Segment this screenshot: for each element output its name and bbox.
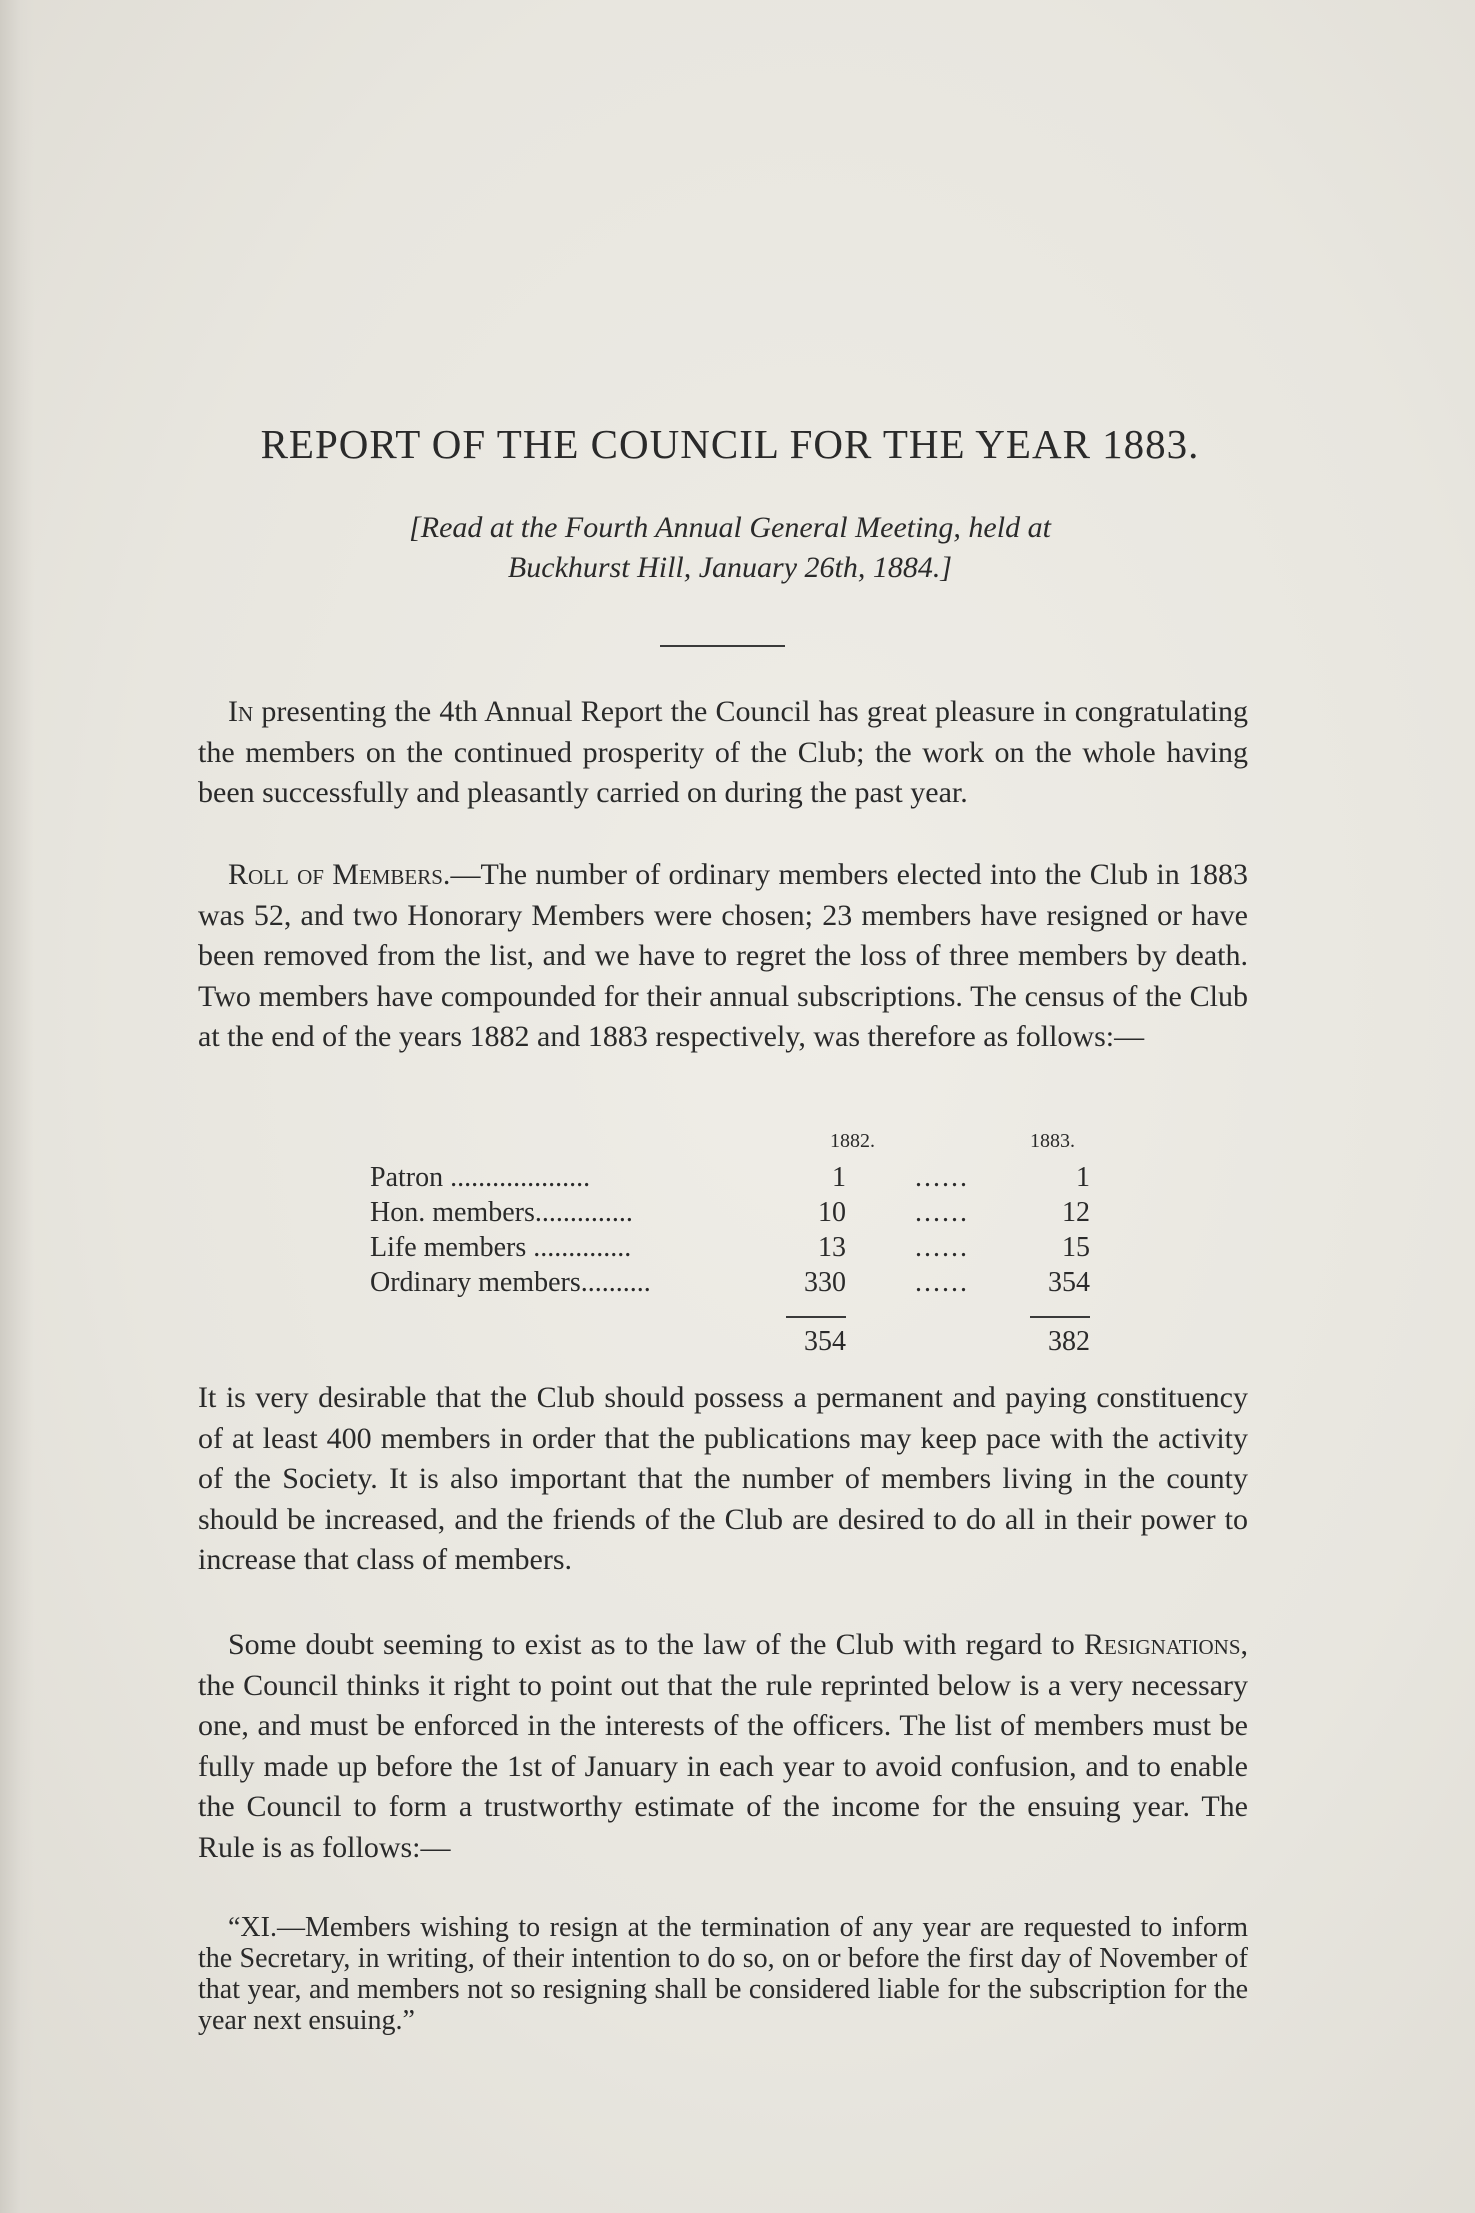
paragraph-membership-goal — [198, 1378, 1248, 1581]
roll-heading: Roll of Members. — [228, 858, 451, 891]
rule-xi-text: “XI.—Members wishing to resign at the termination of any year are requested to inform the Secretary, in writing, of their intention to do so, on or before the first day of November of that year, and members not so resigning shall be considered liable for the subscription for the year next ensuing.” — [198, 1912, 1248, 2036]
page-spine-shadow — [0, 0, 34, 2213]
row-label: Ordinary members — [370, 1267, 581, 1298]
table-row — [370, 1160, 1090, 1195]
rule-quotation — [198, 1912, 1248, 2036]
value-1882: 330 — [804, 1267, 846, 1298]
value-1882: 10 — [818, 1197, 846, 1228]
report-title: REPORT OF THE COUNCIL FOR THE YEAR 1883. — [260, 421, 1200, 467]
intro-lead: In — [228, 695, 254, 728]
census-table — [370, 1130, 1090, 1356]
row-leader-dots: .......... — [580, 1267, 651, 1298]
resignations-text-start: Some doubt seeming to exist as to the law of the Club with regard to — [228, 1628, 1084, 1661]
table-row — [370, 1230, 1090, 1265]
column-header-1882: 1882. — [830, 1130, 875, 1152]
total-1883: 382 — [1030, 1316, 1090, 1358]
row-leader-dots: .................... — [450, 1162, 591, 1193]
value-1882: 1 — [832, 1162, 846, 1193]
resignations-heading: Resignations — [1083, 1628, 1241, 1661]
title-divider — [660, 645, 785, 647]
column-header-1883: 1883. — [1030, 1130, 1075, 1152]
value-1882: 13 — [818, 1232, 846, 1263]
column-separator-dots: ...... — [915, 1232, 969, 1263]
subtitle-line-1: [Read at the Fourth Annual General Meeting, held at — [409, 511, 1051, 544]
total-1882: 354 — [786, 1316, 846, 1358]
roll-text: —The number of ordinary members elected into the Club in 1883 was 52, and two Honorary Members were chosen; 23 members have resigned or have been removed from the list, and we have to regret the loss of three members by death. Two members have compounded for their annual subscriptions. The census of the Club at the end of the years 1882 and 1883 respectively, was therefore as follows:— — [198, 858, 1248, 1053]
paragraph-intro — [198, 692, 1248, 814]
intro-text: presenting the 4th Annual Report the Council has great pleasure in congratulating the members on the continued prosperity of the Club; the work on the whole having been successfully and pleasantly carried on during the past year. — [198, 695, 1248, 809]
row-leader-dots: .............. — [533, 1232, 632, 1263]
value-1883: 12 — [1062, 1197, 1090, 1228]
column-separator-dots: ...... — [915, 1267, 969, 1298]
value-1883: 15 — [1062, 1232, 1090, 1263]
value-1883: 354 — [1048, 1267, 1090, 1298]
paragraph-roll-of-members — [198, 855, 1248, 1058]
row-label: Patron — [370, 1162, 444, 1193]
resignations-text-rest: , the Council thinks it right to point out that the rule reprinted below is a very necessary one, and must be enforced in the interests of the officers. The list of members must be fully made up before the 1st of January in each year to avoid confusion, and to enable the Council to form a trustworthy estimate of the income for the ensuing year. The Rule is as follows:— — [198, 1628, 1248, 1864]
census-totals — [370, 1306, 1090, 1356]
report-subtitle — [200, 508, 1260, 588]
row-leader-dots: .............. — [534, 1197, 633, 1228]
row-label: Hon. members — [370, 1197, 535, 1228]
subtitle-line-2: Buckhurst Hill, January 26th, 1884.] — [507, 551, 953, 584]
table-row — [370, 1265, 1090, 1300]
table-row — [370, 1195, 1090, 1230]
column-separator-dots: ...... — [915, 1197, 969, 1228]
column-separator-dots: ...... — [915, 1162, 969, 1193]
membership-goal-text: It is very desirable that the Club should possess a permanent and paying constituency of at least 400 members in order that the publications may keep pace with the activity of the Society. It is also important that the number of members living in the county should be increased, and the friends of the Club are desired to do all in their power to increase that class of members. — [198, 1381, 1248, 1576]
census-header — [370, 1130, 1090, 1160]
paragraph-resignations — [198, 1625, 1248, 1868]
row-label: Life members — [370, 1232, 527, 1263]
value-1883: 1 — [1076, 1162, 1090, 1193]
